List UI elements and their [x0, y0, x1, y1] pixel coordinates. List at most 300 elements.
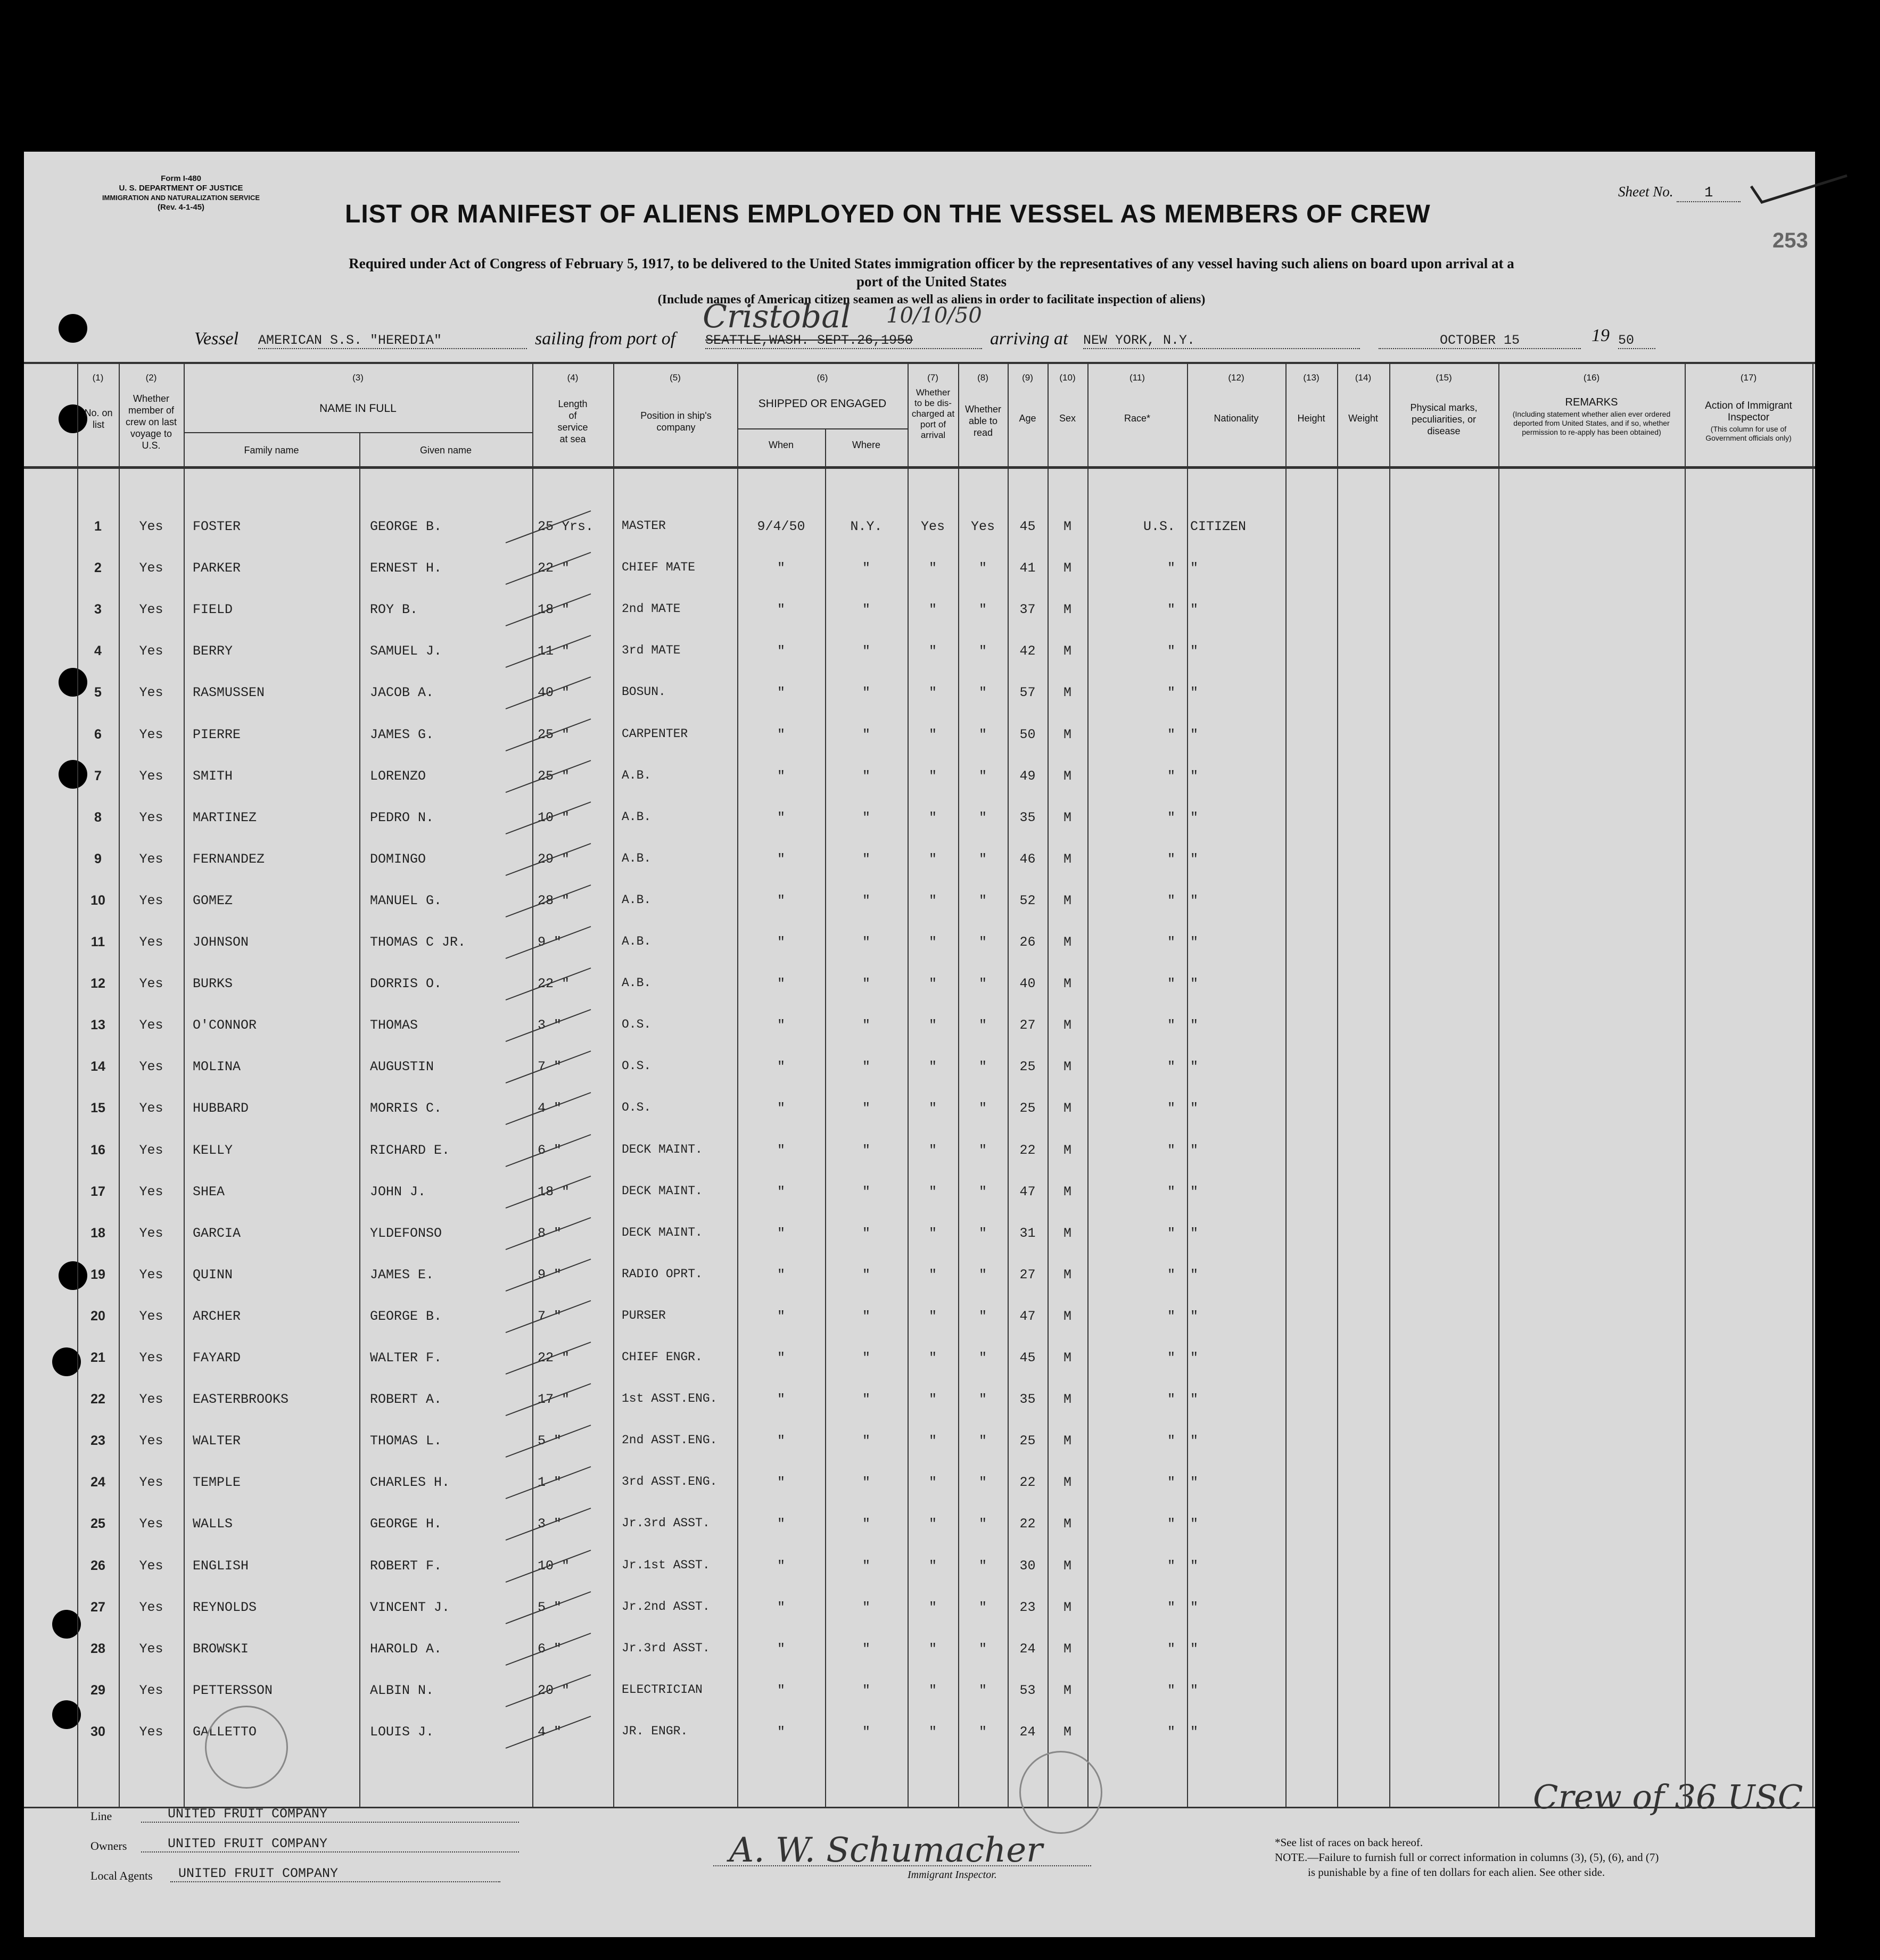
- cell-sex: M: [1063, 1558, 1071, 1574]
- cell-sex: M: [1063, 1599, 1071, 1615]
- cell-service-length: 9 ": [538, 934, 562, 950]
- header-no-on-list: No. on list: [84, 408, 113, 430]
- row-number: 23: [90, 1433, 105, 1449]
- cell-position: A.B.: [622, 851, 652, 865]
- punch-hole: [59, 314, 87, 343]
- tick-mark: [500, 1046, 596, 1088]
- cell-last-voyage: Yes: [139, 1392, 163, 1408]
- service-name: IMMIGRATION AND NATURALIZATION SERVICE: [102, 194, 260, 202]
- col-num: (11): [1129, 373, 1145, 383]
- cell-sex: M: [1063, 1142, 1071, 1158]
- col-divider: [359, 432, 360, 1807]
- cell-discharged: ": [928, 643, 937, 659]
- cell-position: DECK MAINT.: [622, 1225, 703, 1239]
- cell-family-name: SHEA: [193, 1184, 225, 1200]
- cell-shipped-where: ": [862, 1724, 870, 1740]
- revision: (Rev. 4-1-45): [157, 203, 205, 212]
- header-able-to-read: Whether able to read: [964, 404, 1002, 438]
- cell-age: 22: [1019, 1142, 1036, 1158]
- cell-given-name: JACOB A.: [370, 685, 434, 701]
- signature-line: [713, 1865, 1091, 1866]
- cell-position: O.S.: [622, 1059, 652, 1073]
- cell-sex: M: [1063, 768, 1071, 784]
- cell-service-length: 10 ": [538, 1558, 570, 1574]
- cell-race: ": [1167, 1558, 1175, 1574]
- cell-last-voyage: Yes: [139, 934, 163, 950]
- cell-nationality: ": [1190, 643, 1199, 659]
- header-where: Where: [852, 440, 880, 450]
- cell-able-to-read: ": [978, 1184, 987, 1200]
- cell-sex: M: [1063, 1475, 1071, 1491]
- cell-last-voyage: Yes: [139, 1018, 163, 1033]
- cell-race: ": [1167, 1475, 1175, 1491]
- row-number: 18: [90, 1225, 105, 1240]
- cell-given-name: WALTER F.: [370, 1350, 442, 1366]
- cell-family-name: PETTERSSON: [193, 1682, 273, 1698]
- cell-sex: M: [1063, 1225, 1071, 1241]
- cell-service-length: 22 ": [538, 1350, 570, 1366]
- cell-service-length: 5 ": [538, 1599, 562, 1615]
- cell-nationality: ": [1190, 1392, 1199, 1408]
- col-divider: [1812, 362, 1813, 1807]
- cell-age: 40: [1019, 976, 1036, 992]
- cell-nationality: ": [1190, 1516, 1199, 1532]
- punch-hole: [52, 1700, 81, 1729]
- cell-shipped-where: ": [862, 1558, 870, 1574]
- sheet-number: 1: [1677, 185, 1741, 202]
- cell-discharged: ": [928, 976, 937, 992]
- tick-mark: [500, 1212, 596, 1255]
- cell-family-name: ENGLISH: [193, 1558, 249, 1574]
- row-number: 14: [90, 1059, 105, 1074]
- cell-shipped-where: ": [862, 726, 870, 742]
- cell-age: 22: [1019, 1475, 1036, 1491]
- cell-service-length: 18 ": [538, 602, 570, 618]
- page-title: LIST OR MANIFEST OF ALIENS EMPLOYED ON THE VESSEL AS MEMBERS OF CREW: [345, 200, 1431, 228]
- cell-race: ": [1167, 1308, 1175, 1324]
- cell-nationality: ": [1190, 851, 1199, 867]
- note-text: —Failure to furnish full or correct information in columns (3), (5), (6), and (7): [1307, 1851, 1659, 1864]
- row-number: 20: [90, 1308, 105, 1324]
- cell-discharged: ": [928, 851, 937, 867]
- cell-service-length: 4 ": [538, 1101, 562, 1117]
- sailing-label: sailing from port of: [535, 329, 676, 349]
- row-number: 12: [90, 976, 105, 991]
- cell-family-name: RASMUSSEN: [193, 685, 265, 701]
- cell-position: Jr.3rd ASST.: [622, 1641, 710, 1655]
- cell-family-name: WALTER: [193, 1433, 241, 1449]
- cell-given-name: MORRIS C.: [370, 1101, 442, 1117]
- owners-value: UNITED FRUIT COMPANY: [141, 1836, 519, 1853]
- cell-last-voyage: Yes: [139, 1308, 163, 1324]
- row-number: 17: [90, 1184, 105, 1199]
- cell-age: 24: [1019, 1641, 1036, 1657]
- tick-mark: [500, 880, 596, 922]
- tick-mark: [500, 838, 596, 881]
- cell-age: 25: [1019, 1059, 1036, 1075]
- cell-race: ": [1167, 1059, 1175, 1075]
- col-num: (5): [670, 373, 681, 383]
- cell-given-name: YLDEFONSO: [370, 1225, 442, 1241]
- cell-shipped-when: ": [777, 1433, 785, 1449]
- cell-shipped-where: ": [862, 1142, 870, 1158]
- cell-given-name: RICHARD E.: [370, 1142, 450, 1158]
- cell-discharged: ": [928, 1641, 937, 1657]
- cell-age: 49: [1019, 768, 1036, 784]
- cell-shipped-where: ": [862, 1184, 870, 1200]
- col-divider: [1498, 362, 1499, 1807]
- tick-mark: [500, 1254, 596, 1296]
- cell-able-to-read: ": [978, 1724, 987, 1740]
- cell-sex: M: [1063, 1101, 1071, 1117]
- col-num: (3): [352, 373, 364, 383]
- cell-nationality: ": [1190, 1350, 1199, 1366]
- header-shipped-engaged: SHIPPED OR ENGAGED: [758, 398, 887, 410]
- cell-nationality: ": [1190, 934, 1199, 950]
- cell-position: CHIEF ENGR.: [622, 1350, 703, 1364]
- cell-race: ": [1167, 1682, 1175, 1698]
- cell-given-name: LORENZO: [370, 768, 426, 784]
- cell-last-voyage: Yes: [139, 1184, 163, 1200]
- check-mark: [1746, 170, 1852, 213]
- row-number: 29: [90, 1682, 105, 1698]
- cell-shipped-where: ": [862, 1475, 870, 1491]
- cell-position: 1st ASST.ENG.: [622, 1392, 718, 1406]
- cell-last-voyage: Yes: [139, 519, 163, 534]
- cell-service-length: 6 ": [538, 1641, 562, 1657]
- cell-discharged: ": [928, 1433, 937, 1449]
- cell-last-voyage: Yes: [139, 1516, 163, 1532]
- cell-family-name: PIERRE: [193, 726, 241, 742]
- cell-family-name: PARKER: [193, 560, 241, 576]
- cell-able-to-read: ": [978, 1018, 987, 1033]
- cell-age: 30: [1019, 1558, 1036, 1574]
- tick-mark: [500, 1503, 596, 1545]
- cell-last-voyage: Yes: [139, 892, 163, 908]
- tick-mark: [500, 1669, 596, 1712]
- cell-position: Jr.1st ASST.: [622, 1558, 710, 1572]
- cell-sex: M: [1063, 1267, 1071, 1283]
- cell-position: BOSUN.: [622, 685, 666, 699]
- arrival-year: 50: [1618, 333, 1655, 349]
- requirement-line-3: (Include names of American citizen seamen as well as aliens in order to facilitate inspection of aliens): [657, 293, 1206, 307]
- circular-stamp: [1019, 1751, 1102, 1834]
- cell-shipped-when: ": [777, 560, 785, 576]
- owners-label: Owners: [90, 1839, 127, 1853]
- row-number: 25: [90, 1516, 105, 1532]
- cell-sex: M: [1063, 1308, 1071, 1324]
- cell-able-to-read: ": [978, 685, 987, 701]
- header-sex: Sex: [1059, 413, 1076, 424]
- line-label: Line: [90, 1809, 112, 1823]
- cell-discharged: ": [928, 602, 937, 618]
- col-num: (14): [1355, 373, 1372, 383]
- row-number: 2: [94, 560, 102, 576]
- tick-mark: [500, 1628, 596, 1670]
- row-number: 13: [90, 1018, 105, 1033]
- cell-race: ": [1167, 1641, 1175, 1657]
- cell-service-length: 25 Yrs.: [538, 519, 594, 534]
- cell-shipped-where: ": [862, 934, 870, 950]
- cell-nationality: ": [1190, 1059, 1199, 1075]
- cell-last-voyage: Yes: [139, 685, 163, 701]
- cell-nationality: ": [1190, 1225, 1199, 1241]
- cell-able-to-read: ": [978, 768, 987, 784]
- cell-position: 3rd ASST.ENG.: [622, 1475, 718, 1489]
- cell-position: CARPENTER: [622, 726, 688, 741]
- cell-position: 2nd ASST.ENG.: [622, 1433, 718, 1448]
- cell-position: A.B.: [622, 892, 652, 907]
- cell-shipped-where: ": [862, 809, 870, 825]
- cell-shipped-where: ": [862, 1392, 870, 1408]
- row-number: 22: [90, 1392, 105, 1407]
- cell-shipped-where: ": [862, 1641, 870, 1657]
- col-divider: [737, 362, 738, 1807]
- header-inspector-action: Action of Immigrant Inspector: [1705, 400, 1792, 423]
- cell-family-name: JOHNSON: [193, 934, 249, 950]
- header-physical-marks: Physical marks, peculiarities, or disease: [1410, 402, 1478, 436]
- cell-discharged: ": [928, 892, 937, 908]
- cell-age: 50: [1019, 726, 1036, 742]
- col-divider: [613, 362, 614, 1807]
- col-num: (1): [92, 373, 104, 383]
- col-num: (12): [1228, 373, 1244, 383]
- table-top-border: [24, 362, 1815, 364]
- cell-age: 45: [1019, 519, 1036, 534]
- cell-nationality: ": [1190, 1184, 1199, 1200]
- tick-mark: [500, 672, 596, 714]
- note-label: NOTE.: [1275, 1851, 1308, 1864]
- col-num: (16): [1583, 373, 1600, 383]
- cell-nationality: ": [1190, 892, 1199, 908]
- col-num: (8): [977, 373, 988, 383]
- cell-discharged: ": [928, 1558, 937, 1574]
- cell-able-to-read: ": [978, 934, 987, 950]
- cell-able-to-read: ": [978, 1267, 987, 1283]
- cell-nationality: ": [1190, 1682, 1199, 1698]
- cell-able-to-read: ": [978, 1350, 987, 1366]
- cell-position: MASTER: [622, 519, 666, 533]
- punch-hole: [52, 1610, 81, 1639]
- cell-shipped-where: ": [862, 892, 870, 908]
- cell-shipped-when: ": [777, 1018, 785, 1033]
- cell-nationality: CITIZEN: [1190, 519, 1247, 534]
- cell-shipped-when: ": [777, 1558, 785, 1574]
- cell-age: 35: [1019, 1392, 1036, 1408]
- cell-able-to-read: ": [978, 1641, 987, 1657]
- row-number: 10: [90, 892, 105, 908]
- cell-age: 22: [1019, 1516, 1036, 1532]
- cell-last-voyage: Yes: [139, 1641, 163, 1657]
- cell-shipped-when: ": [777, 1682, 785, 1698]
- cell-last-voyage: Yes: [139, 1724, 163, 1740]
- cell-nationality: ": [1190, 768, 1199, 784]
- inspector-signature: A. W. Schumacher: [729, 1831, 1043, 1870]
- vessel-name: AMERICAN S.S. "HEREDIA": [258, 333, 527, 349]
- row-number: 3: [94, 602, 102, 617]
- cell-age: 42: [1019, 643, 1036, 659]
- cell-able-to-read: ": [978, 1599, 987, 1615]
- row-number: 7: [94, 768, 102, 783]
- cell-last-voyage: Yes: [139, 1059, 163, 1075]
- col-num: (10): [1059, 373, 1076, 383]
- col-num: (4): [567, 373, 579, 383]
- cell-race: ": [1167, 1392, 1175, 1408]
- cell-service-length: 7 ": [538, 1059, 562, 1075]
- shipped-subheader-line: [737, 428, 908, 429]
- header-remarks: REMARKS: [1565, 396, 1618, 408]
- cell-race: ": [1167, 685, 1175, 701]
- cell-age: 41: [1019, 560, 1036, 576]
- cell-service-length: 25 ": [538, 768, 570, 784]
- cell-nationality: ": [1190, 1308, 1199, 1324]
- cell-nationality: ": [1190, 1018, 1199, 1033]
- header-position: Position in ship's company: [640, 410, 712, 433]
- cell-age: 52: [1019, 892, 1036, 908]
- cell-position: A.B.: [622, 934, 652, 948]
- tick-mark: [500, 714, 596, 756]
- arrival-date: OCTOBER 15: [1379, 333, 1581, 349]
- cell-position: O.S.: [622, 1018, 652, 1032]
- cell-race: ": [1167, 602, 1175, 618]
- header-weight: Weight: [1348, 413, 1378, 424]
- cell-race: ": [1167, 976, 1175, 992]
- cell-given-name: JAMES E.: [370, 1267, 434, 1283]
- sheet-label: Sheet No.: [1618, 184, 1673, 200]
- cell-shipped-when: ": [777, 1059, 785, 1075]
- tick-mark: [500, 1004, 596, 1047]
- col-divider: [908, 362, 909, 1807]
- cell-nationality: ": [1190, 976, 1199, 992]
- cell-given-name: ALBIN N.: [370, 1682, 434, 1698]
- cell-sex: M: [1063, 1724, 1071, 1740]
- col-num: (9): [1022, 373, 1033, 383]
- cell-able-to-read: Yes: [970, 519, 995, 534]
- circular-stamp: [205, 1706, 288, 1789]
- cell-sex: M: [1063, 809, 1071, 825]
- cell-shipped-when: ": [777, 1392, 785, 1408]
- cell-service-length: 20 ": [538, 1682, 570, 1698]
- cell-race: ": [1167, 809, 1175, 825]
- cell-able-to-read: ": [978, 643, 987, 659]
- cell-sex: M: [1063, 892, 1071, 908]
- cell-service-length: 5 ": [538, 1433, 562, 1449]
- row-number: 1: [94, 519, 102, 534]
- tick-mark: [500, 630, 596, 673]
- cell-position: Jr.2nd ASST.: [622, 1599, 710, 1614]
- cell-shipped-when: ": [777, 892, 785, 908]
- col-num: (17): [1740, 373, 1757, 383]
- cell-last-voyage: Yes: [139, 1267, 163, 1283]
- note-text-2: is punishable by a fine of ten dollars for each alien. See other side.: [1308, 1866, 1605, 1879]
- row-number: 28: [90, 1641, 105, 1656]
- cell-shipped-when: ": [777, 1599, 785, 1615]
- header-last-voyage: Whether member of crew on last voyage to U.S.: [125, 393, 177, 451]
- cell-discharged: ": [928, 1350, 937, 1366]
- cell-nationality: ": [1190, 1433, 1199, 1449]
- cell-shipped-when: ": [777, 809, 785, 825]
- cell-nationality: ": [1190, 1724, 1199, 1740]
- cell-service-length: 29 ": [538, 851, 570, 867]
- cell-family-name: HUBBARD: [193, 1101, 249, 1117]
- cell-shipped-where: ": [862, 1059, 870, 1075]
- cell-given-name: CHARLES H.: [370, 1475, 450, 1491]
- cell-race: ": [1167, 1724, 1175, 1740]
- cell-family-name: FAYARD: [193, 1350, 241, 1366]
- year-prefix: 19: [1592, 326, 1610, 345]
- tick-mark: [500, 1461, 596, 1504]
- cell-discharged: ": [928, 1101, 937, 1117]
- cell-sex: M: [1063, 976, 1071, 992]
- cell-shipped-when: ": [777, 602, 785, 618]
- cell-able-to-read: ": [978, 1682, 987, 1698]
- cell-age: 53: [1019, 1682, 1036, 1698]
- col-num: (15): [1436, 373, 1452, 383]
- cell-sex: M: [1063, 643, 1071, 659]
- cell-shipped-when: ": [777, 1641, 785, 1657]
- col-divider: [1008, 362, 1009, 1807]
- cell-given-name: LOUIS J.: [370, 1724, 434, 1740]
- cell-shipped-when: 9/4/50: [757, 519, 805, 534]
- cell-given-name: GEORGE B.: [370, 1308, 442, 1324]
- row-number: 4: [94, 643, 102, 659]
- col-divider: [1187, 362, 1188, 1807]
- tick-mark: [500, 547, 596, 590]
- cell-shipped-where: N.Y.: [850, 519, 883, 534]
- cell-shipped-when: ": [777, 1475, 785, 1491]
- cell-position: 2nd MATE: [622, 602, 681, 616]
- cell-service-length: 22 ": [538, 976, 570, 992]
- cell-race: ": [1167, 1101, 1175, 1117]
- cell-last-voyage: Yes: [139, 768, 163, 784]
- cell-race: ": [1167, 726, 1175, 742]
- tick-mark: [500, 1378, 596, 1421]
- cell-discharged: ": [928, 1682, 937, 1698]
- header-height: Height: [1297, 413, 1325, 424]
- cell-race: ": [1167, 1142, 1175, 1158]
- cell-sex: M: [1063, 1516, 1071, 1532]
- requirement-line-1: Required under Act of Congress of February 5, 1917, to be delivered to the United States immigration officer by the representatives of any vessel having such aliens on board upon arrival at a: [349, 255, 1514, 271]
- cell-family-name: TEMPLE: [193, 1475, 241, 1491]
- header-when: When: [768, 440, 794, 450]
- cell-shipped-where: ": [862, 1599, 870, 1615]
- row-number: 27: [90, 1599, 105, 1615]
- tick-mark: [500, 589, 596, 631]
- cell-nationality: ": [1190, 1142, 1199, 1158]
- cell-shipped-where: ": [862, 602, 870, 618]
- row-number: 6: [94, 726, 102, 742]
- row-number: 11: [90, 934, 105, 949]
- cell-nationality: ": [1190, 1475, 1199, 1491]
- cell-service-length: 7 ": [538, 1308, 562, 1324]
- cell-age: 57: [1019, 685, 1036, 701]
- col-divider: [1337, 362, 1338, 1807]
- cell-race: ": [1167, 1184, 1175, 1200]
- cell-able-to-read: ": [978, 1142, 987, 1158]
- cell-position: JR. ENGR.: [622, 1724, 688, 1738]
- cell-able-to-read: ": [978, 1475, 987, 1491]
- cell-discharged: ": [928, 1308, 937, 1324]
- cell-race: U.S.: [1143, 519, 1175, 534]
- cell-position: DECK MAINT.: [622, 1184, 703, 1198]
- cell-last-voyage: Yes: [139, 726, 163, 742]
- department: U. S. DEPARTMENT OF JUSTICE: [119, 184, 243, 193]
- cell-nationality: ": [1190, 1599, 1199, 1615]
- cell-nationality: ": [1190, 1558, 1199, 1574]
- cell-shipped-when: ": [777, 768, 785, 784]
- cell-race: ": [1167, 768, 1175, 784]
- arriving-label: arriving at: [990, 329, 1068, 349]
